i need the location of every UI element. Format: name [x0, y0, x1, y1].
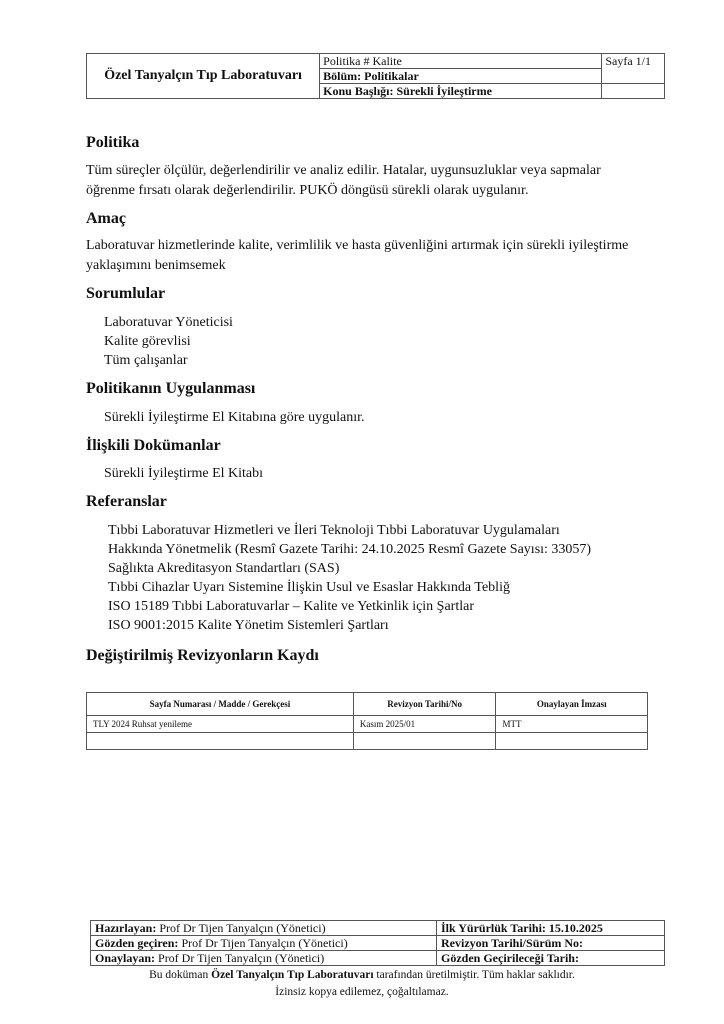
page-number: Sayfa 1/1 [602, 54, 665, 84]
dokumanlar-text: Sürekli İyileştirme El Kitabı [104, 466, 264, 481]
lab-name: Özel Tanyalçın Tıp Laboratuvarı [87, 54, 320, 99]
heading-politika: Politika [86, 134, 140, 151]
heading-amac: Amaç [86, 210, 126, 227]
column-header: Sayfa Numarası / Madde / Gerekçesi [87, 693, 354, 716]
heading-sorumlular: Sorumlular [86, 285, 166, 302]
document-header [86, 53, 665, 99]
table-row [87, 716, 648, 733]
prepared-by [91, 921, 437, 936]
list-item: Sağlıkta Akreditasyon Standartları (SAS) [108, 561, 340, 576]
reviewed-label: Gözden geçiren: [95, 936, 179, 950]
revision-date: Revizyon Tarihi/Sürüm No: [437, 936, 665, 951]
column-header: Revizyon Tarihi/No [353, 693, 496, 716]
sorumlular-list [104, 313, 233, 370]
amac-text: Laboratuvar hizmetlerinde kalite, verimlilik ve hasta güvenliğini artırmak için sürekli iyileştirme yaklaşımını benimsemek [86, 238, 629, 273]
policy-line: Politika # Kalite [320, 54, 602, 69]
review-date: Gözden Geçirileceği Tarih: [437, 951, 665, 966]
list-item: ISO 9001:2015 Kalite Yönetim Sistemleri Şartları [108, 618, 389, 633]
note-pre: Bu doküman [149, 969, 212, 981]
table-cell: MTT [496, 716, 648, 733]
reviewed-by [91, 936, 437, 951]
table-header-row [87, 693, 648, 716]
table-row [87, 733, 648, 750]
section-line [320, 69, 602, 84]
note-lab-name: Özel Tanyalçın Tıp Laboratuvarı [211, 969, 374, 981]
approved-by [91, 951, 437, 966]
topic-value: Sürekli İyileştirme [396, 84, 492, 98]
politika-text: Tüm süreçler ölçülür, değerlendirilir ve analiz edilir. Hatalar, uygunsuzluklar veya sapmalar öğrenme fırsatı olarak değerlendirilir. PUKÖ döngüsü sürekli olarak uygulanır. [86, 163, 601, 198]
section-value: Politikalar [364, 69, 419, 83]
list-item: Tıbbi Cihazlar Uyarı Sistemine İlişkin Usul ve Esaslar Hakkında Tebliğ [108, 580, 510, 595]
prepared-label: Hazırlayan: [95, 921, 157, 935]
table-cell [496, 733, 648, 750]
revision-table [86, 692, 648, 750]
column-header: Onaylayan İmzası [496, 693, 648, 716]
topic-label: Konu Başlığı: [323, 84, 394, 98]
table-cell: Kasım 2025/01 [353, 716, 496, 733]
document-footer [90, 920, 665, 966]
prepared-value: Prof Dr Tijen Tanyalçın (Yönetici) [159, 921, 326, 935]
approved-value: Prof Dr Tijen Tanyalçın (Yönetici) [158, 951, 325, 965]
list-item: Laboratuvar Yöneticisi [104, 315, 233, 330]
heading-revizyon: Değiştirilmiş Revizyonların Kaydı [86, 647, 319, 664]
list-item: ISO 15189 Tıbbi Laboratuvarlar – Kalite ve Yetkinlik için Şartlar [108, 599, 475, 614]
effective-date: İlk Yürürlük Tarihi: 15.10.2025 [437, 921, 665, 936]
table-cell: TLY 2024 Ruhsat yenileme [87, 716, 354, 733]
heading-uygulama: Politikanın Uygulanması [86, 380, 256, 397]
copyright-note-line2: İzinsiz kopya edilemez, çoğaltılamaz. [275, 986, 449, 998]
uygulama-text: Sürekli İyileştirme El Kitabına göre uygulanır. [104, 410, 365, 425]
section-label: Bölüm: [323, 69, 362, 83]
list-item: Kalite görevlisi [104, 334, 191, 349]
list-item: Hakkında Yönetmelik (Resmî Gazete Tarihi: 24.10.2025 Resmî Gazete Sayısı: 33057) [108, 542, 592, 557]
referanslar-list [108, 521, 591, 635]
heading-dokumanlar: İlişkili Dokümanlar [86, 437, 221, 454]
reviewed-value: Prof Dr Tijen Tanyalçın (Yönetici) [181, 936, 348, 950]
list-item: Tüm çalışanlar [104, 353, 188, 368]
table-cell [353, 733, 496, 750]
topic-line [320, 84, 602, 99]
table-cell [87, 733, 354, 750]
heading-referanslar: Referanslar [86, 493, 167, 510]
approved-label: Onaylayan: [95, 951, 156, 965]
page-blank-cell [602, 84, 665, 99]
note-post: tarafından üretilmiştir. Tüm haklar saklıdır. [373, 969, 575, 981]
copyright-note [0, 967, 724, 983]
list-item: Tıbbi Laboratuvar Hizmetleri ve İleri Teknoloji Tıbbi Laboratuvar Uygulamaları [108, 523, 560, 538]
